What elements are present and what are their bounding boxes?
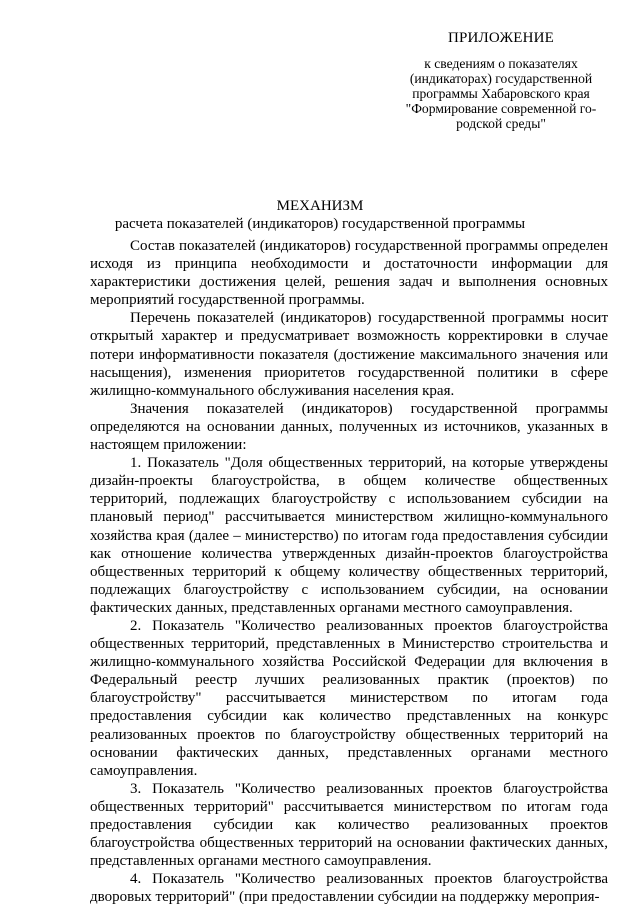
paragraph-indicator-3: 3. Показатель "Количество реализованных проектов благоустройства общественных территорий" рассчитывается министерством по итогам года предоставления субсидии как количество реализованных проектов благоустройства общественных территорий на основании фактических данных, представленных органами местного самоуправления. [90, 780, 608, 870]
paragraph-sources: Значения показателей (индикаторов) государственной программы определяются на основании данных, полученных из источников, указанных в настоящем приложении: [90, 400, 608, 454]
appendix-line: (индикаторах) государственной [409, 71, 593, 86]
paragraph-indicator-2: 2. Показатель "Количество реализованных проектов благоустройства общественных территорий, представленных в Министерство строительства и жилищно-коммунального хозяйства Российской Федерации для включения в Федеральный реестр лучших реализованных практик (проектов) по благоустройству" рассчитывается министерством по итогам года предоставления субсидии как количество представленных на конкурс реализованных проектов по благоустройству общественных территорий на основании фактических данных, представленных органами местного самоуправления. [90, 617, 608, 779]
document-title: МЕХАНИЗМ [276, 198, 364, 214]
appendix-title: ПРИЛОЖЕНИЕ [447, 30, 555, 46]
document-body [90, 237, 608, 906]
paragraph-list-open: Перечень показателей (индикаторов) государственной программы носит открытый характер и предусматривает возможность корректировки в случае потери информативности показателя (достижение максимального значения или насыщения), изменения приоритетов государственной политики в сфере жилищно-коммунального обслуживания населения края. [90, 310, 608, 399]
appendix-line: к сведениям о показателях [424, 56, 578, 71]
appendix-line: "Формирование современной го- [405, 101, 597, 116]
appendix-line: родской среды" [456, 116, 546, 131]
document-subtitle: расчета показателей (индикаторов) государственной программы [114, 216, 526, 232]
paragraph-indicator-1: 1. Показатель "Доля общественных территорий, на которые утверждены дизайн-проекты благоустройства, в общем количестве общественных территорий, подлежащих благоустройству с использованием субсидии на плановый период" рассчитывается министерством жилищно-коммунального хозяйства края (далее – министерство) по итогам года предоставления субсидии как отношение количества утвержденных дизайн-проектов благоустройства общественных территорий к общему количеству общественных территорий, подлежащих благоустройству с использованием субсидии, на основании фактических данных, представленных органами местного самоуправления. [90, 455, 608, 616]
paragraph-composition: Состав показателей (индикаторов) государственной программы определен исходя из принципа необходимости и достаточности информации для характеристики достижения целей, решения задач и выполнения основных мероприятий государственной программы. [90, 238, 608, 309]
paragraph-indicator-4: 4. Показатель "Количество реализованных проектов благоустройства дворовых территорий" (при предоставлении субсидии на поддержку мероприя- [90, 871, 608, 906]
appendix-block [386, 30, 616, 131]
appendix-line: программы Хабаровского края [412, 86, 590, 101]
